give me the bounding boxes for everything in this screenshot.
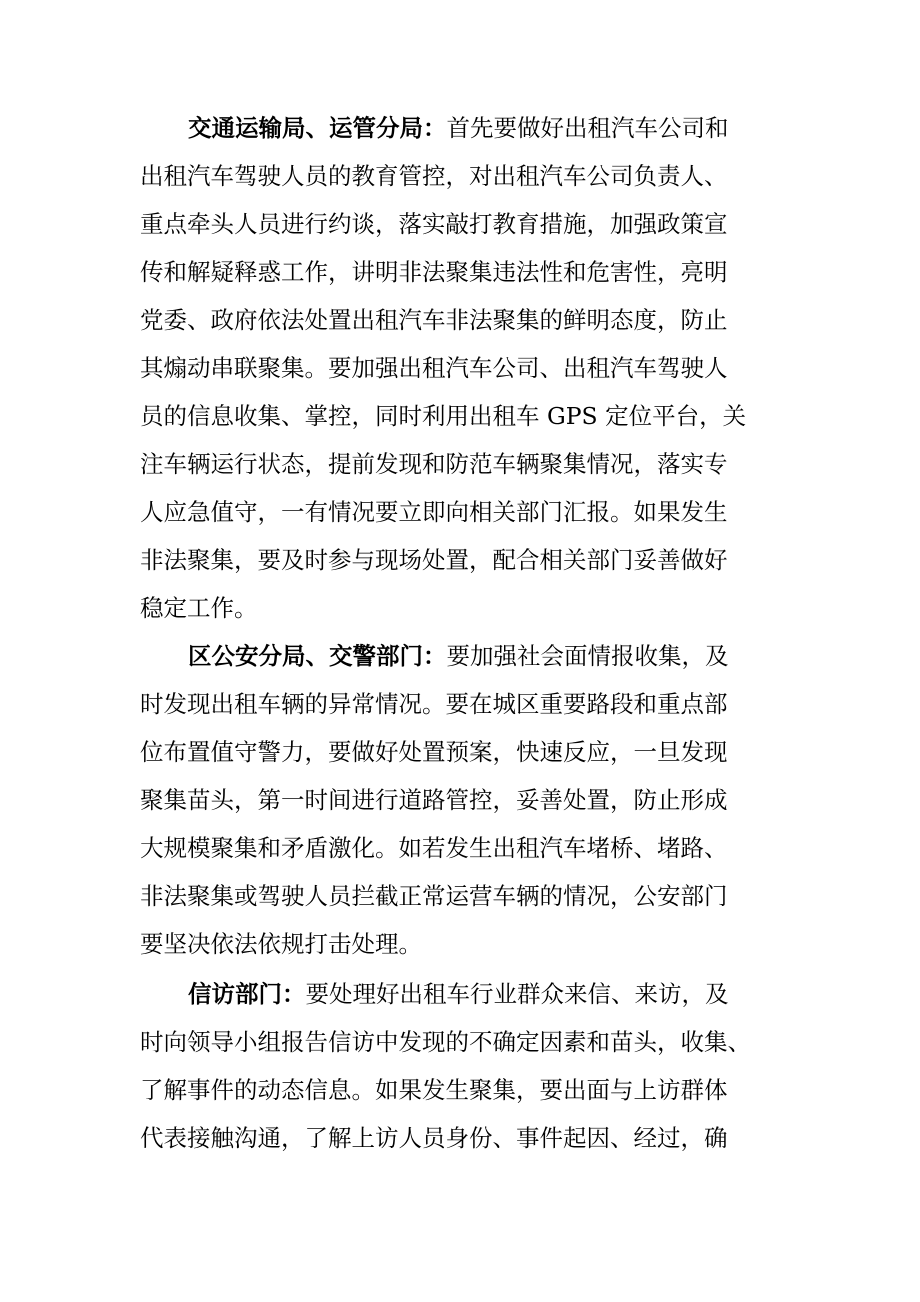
text-line: 出租汽车驾驶人员的教育管控，对出租汽车公司负责人、 (140, 162, 728, 190)
text-line: 了解事件的动态信息。如果发生聚集，要出面与上访群体 (140, 1076, 728, 1104)
line-text: 要处理好出租车行业群众来信、来访，及 (305, 980, 729, 1008)
paragraph-first-line (140, 632, 780, 680)
paragraph-police (140, 632, 780, 968)
paragraph-transport (140, 104, 780, 632)
text-line: 人应急值守，一有情况要立即向相关部门汇报。如果发生 (140, 498, 728, 526)
text-line: 党委、政府依法处置出租汽车非法聚集的鲜明态度，防止 (140, 306, 728, 334)
text-line: 要坚决依法依规打击处理。 (140, 930, 422, 958)
line-text: 首先要做好出租汽车公司和 (446, 114, 729, 142)
paragraph-first-line (140, 970, 780, 1018)
text-line: 稳定工作。 (140, 594, 258, 622)
paragraph-heading: 交通运输局、运管分局： (188, 114, 447, 142)
paragraph-petitions (140, 970, 780, 1162)
text-line: 大规模聚集和矛盾激化。如若发生出租汽车堵桥、堵路、 (140, 834, 728, 862)
paragraph-first-line (140, 104, 780, 152)
paragraph-heading: 信访部门： (188, 980, 306, 1008)
paragraph-heading: 区公安分局、交警部门： (188, 642, 447, 670)
text-line: 注车辆运行状态，提前发现和防范车辆聚集情况，落实专 (140, 450, 728, 478)
text-line: 非法聚集，要及时参与现场处置，配合相关部门妥善做好 (140, 546, 728, 574)
text-line: 非法聚集或驾驶人员拦截正常运营车辆的情况，公安部门 (140, 882, 728, 910)
text-line: 其煽动串联聚集。要加强出租汽车公司、出租汽车驾驶人 (140, 354, 728, 382)
text-line: 代表接触沟通，了解上访人员身份、事件起因、经过，确 (140, 1124, 728, 1152)
text-line: 传和解疑释惑工作，讲明非法聚集违法性和危害性，亮明 (140, 258, 728, 286)
text-line: 员的信息收集、掌控，同时利用出租车 GPS 定位平台，关 (140, 402, 747, 430)
text-line: 聚集苗头，第一时间进行道路管控，妥善处置，防止形成 (140, 786, 728, 814)
text-line: 时向领导小组报告信访中发现的不确定因素和苗头，收集、 (140, 1028, 751, 1056)
text-line: 时发现出租车辆的异常情况。要在城区重要路段和重点部 (140, 690, 728, 718)
text-line: 位布置值守警力，要做好处置预案，快速反应，一旦发现 (140, 738, 728, 766)
line-text: 要加强社会面情报收集，及 (446, 642, 729, 670)
text-line: 重点牵头人员进行约谈，落实敲打教育措施，加强政策宣 (140, 210, 728, 238)
